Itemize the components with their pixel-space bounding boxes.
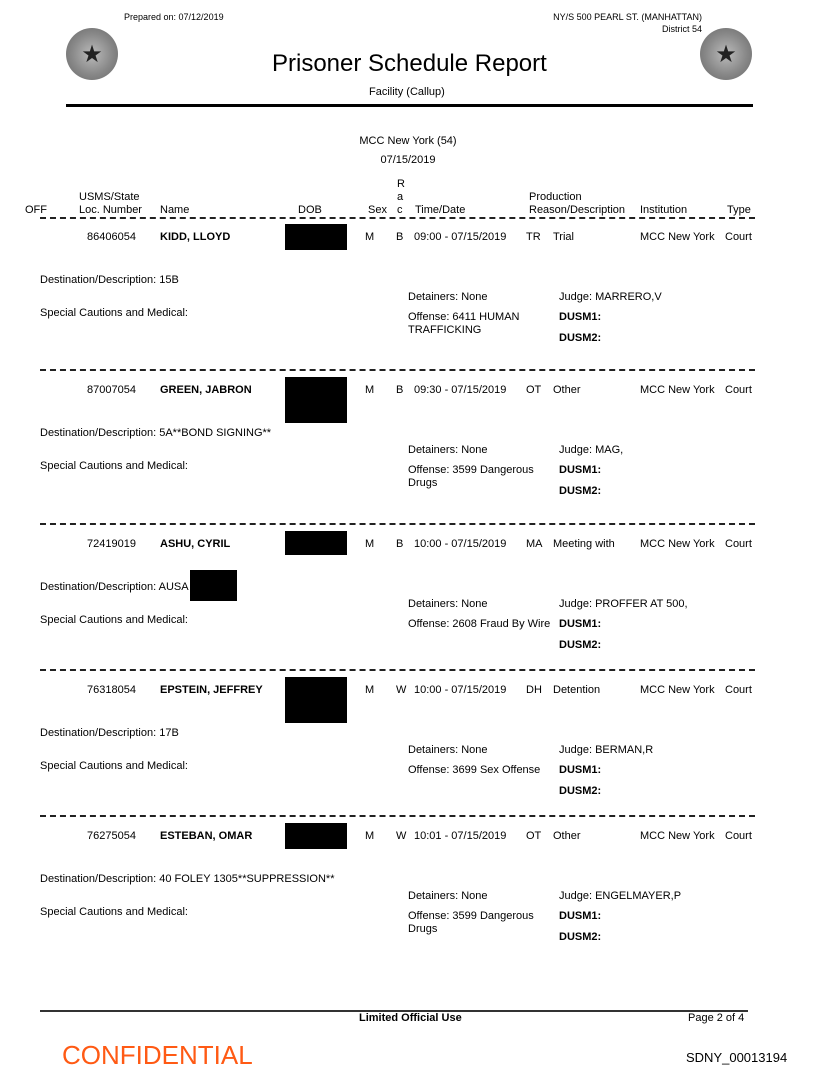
detainers: Detainers: None (408, 744, 488, 756)
detainers: Detainers: None (408, 598, 488, 610)
prepared-on: Prepared on: 07/12/2019 (124, 12, 224, 22)
race: W (396, 830, 407, 842)
institution: MCC New York (640, 830, 715, 842)
record-divider (40, 523, 755, 525)
dob-redaction (285, 377, 347, 423)
header-divider (40, 217, 755, 219)
dob-redaction (285, 224, 347, 250)
destination: Destination/Description: 17B (40, 727, 179, 739)
offense: Offense: 3699 Sex Offense (408, 764, 541, 776)
page-subtitle: Facility (Callup) (369, 86, 445, 98)
production-code: DH (526, 684, 542, 696)
time-date: 10:01 - 07/15/2019 (414, 830, 507, 842)
col-race-r: R (397, 178, 405, 190)
col-type: Type (727, 204, 751, 216)
record-divider (40, 815, 755, 817)
production-code: MA (526, 538, 543, 550)
offense-continued: Drugs (408, 477, 438, 489)
destination: Destination/Description: AUSA (40, 581, 189, 593)
destination: Destination/Description: 5A**BOND SIGNING** (40, 427, 272, 439)
prisoner-name: KIDD, LLOYD (160, 231, 231, 243)
prisoner-name: ESTEBAN, OMAR (160, 830, 253, 842)
dusm1-label: DUSM1: (559, 764, 602, 776)
col-off: OFF (25, 204, 47, 216)
loc-number: 87007054 (87, 384, 136, 396)
production-code: TR (526, 231, 541, 243)
office-location: NY/S 500 PEARL ST. (MANHATTAN) (553, 12, 702, 22)
dusm1-label: DUSM1: (559, 464, 602, 476)
dusm1-label: DUSM1: (559, 618, 602, 630)
usms-seal-right-icon (700, 28, 752, 80)
offense: Offense: 3599 Dangerous (408, 910, 534, 922)
col-production-2: Reason/Description (529, 204, 625, 216)
detainers: Detainers: None (408, 291, 488, 303)
dob-redaction (285, 677, 347, 723)
type: Court (725, 830, 752, 842)
prisoner-name: EPSTEIN, JEFFREY (160, 684, 263, 696)
time-date: 09:00 - 07/15/2019 (414, 231, 507, 243)
detainers: Detainers: None (408, 444, 488, 456)
col-race-a: a (397, 191, 404, 203)
type: Court (725, 231, 752, 243)
dusm2-label: DUSM2: (559, 485, 602, 497)
offense-continued: TRAFFICKING (408, 324, 482, 336)
offense: Offense: 2608 Fraud By Wire (408, 618, 551, 630)
usms-seal-left-icon (66, 28, 118, 80)
page-title: Prisoner Schedule Report (272, 50, 547, 77)
dusm2-label: DUSM2: (559, 639, 602, 651)
prisoner-name: ASHU, CYRIL (160, 538, 231, 550)
col-name: Name (160, 204, 190, 216)
race: W (396, 684, 407, 696)
col-institution: Institution (640, 204, 688, 216)
loc-number: 76275054 (87, 830, 136, 842)
race: B (396, 538, 404, 550)
dusm1-label: DUSM1: (559, 311, 602, 323)
type: Court (725, 384, 752, 396)
record-divider (40, 669, 755, 671)
dusm1-label: DUSM1: (559, 910, 602, 922)
race: B (396, 231, 404, 243)
dusm2-label: DUSM2: (559, 332, 602, 344)
confidential-stamp: CONFIDENTIAL (62, 1040, 253, 1070)
col-sex: Sex (368, 204, 387, 216)
institution: MCC New York (640, 384, 715, 396)
detainers: Detainers: None (408, 890, 488, 902)
col-dob: DOB (298, 204, 322, 216)
judge: Judge: ENGELMAYER,P (559, 890, 682, 902)
production-reason: Detention (553, 684, 601, 696)
prisoner-name: GREEN, JABRON (160, 384, 252, 396)
production-reason: Other (553, 830, 581, 842)
col-loc-1: USMS/State (79, 191, 140, 203)
dusm2-label: DUSM2: (559, 785, 602, 797)
record-divider (40, 369, 755, 371)
bates-number: SDNY_00013194 (686, 1050, 788, 1065)
destination-redaction (190, 570, 237, 601)
sex: M (365, 538, 375, 550)
header-rule (66, 104, 753, 107)
judge: Judge: BERMAN,R (559, 744, 654, 756)
sex: M (365, 684, 375, 696)
production-reason: Other (553, 384, 581, 396)
production-code: OT (526, 830, 542, 842)
loc-number: 76318054 (87, 684, 136, 696)
dob-redaction (285, 823, 347, 849)
production-code: OT (526, 384, 542, 396)
special-cautions: Special Cautions and Medical: (40, 460, 188, 472)
production-reason: Trial (553, 231, 574, 243)
institution: MCC New York (640, 684, 715, 696)
loc-number: 86406054 (87, 231, 136, 243)
dusm2-label: DUSM2: (559, 931, 602, 943)
type: Court (725, 538, 752, 550)
offense: Offense: 3599 Dangerous (408, 464, 534, 476)
judge: Judge: MARRERO,V (559, 291, 662, 303)
col-race-c: c (397, 204, 403, 216)
destination: Destination/Description: 40 FOLEY 1305**SUPPRESSION** (40, 873, 335, 885)
col-loc-2: Loc. Number (79, 204, 142, 216)
page-number: Page 2 of 4 (688, 1012, 745, 1024)
facility-name: MCC New York (54) (359, 135, 457, 147)
destination: Destination/Description: 15B (40, 274, 179, 286)
type: Court (725, 684, 752, 696)
offense: Offense: 6411 HUMAN (408, 311, 520, 323)
col-time: Time/Date (415, 204, 466, 216)
special-cautions: Special Cautions and Medical: (40, 614, 188, 626)
dob-redaction (285, 531, 347, 555)
sex: M (365, 384, 375, 396)
schedule-date: 07/15/2019 (380, 154, 436, 166)
institution: MCC New York (640, 231, 715, 243)
loc-number: 72419019 (87, 538, 136, 550)
production-reason: Meeting with (553, 538, 615, 550)
institution: MCC New York (640, 538, 715, 550)
classification: Limited Official Use (359, 1012, 462, 1024)
judge: Judge: MAG, (559, 444, 624, 456)
district: District 54 (661, 24, 702, 34)
time-date: 09:30 - 07/15/2019 (414, 384, 507, 396)
sex: M (365, 830, 375, 842)
judge: Judge: PROFFER AT 500, (559, 598, 688, 610)
special-cautions: Special Cautions and Medical: (40, 307, 188, 319)
time-date: 10:00 - 07/15/2019 (414, 538, 507, 550)
race: B (396, 384, 404, 396)
special-cautions: Special Cautions and Medical: (40, 906, 188, 918)
offense-continued: Drugs (408, 923, 438, 935)
special-cautions: Special Cautions and Medical: (40, 760, 188, 772)
sex: M (365, 231, 375, 243)
time-date: 10:00 - 07/15/2019 (414, 684, 507, 696)
col-production-1: Production (529, 191, 582, 203)
